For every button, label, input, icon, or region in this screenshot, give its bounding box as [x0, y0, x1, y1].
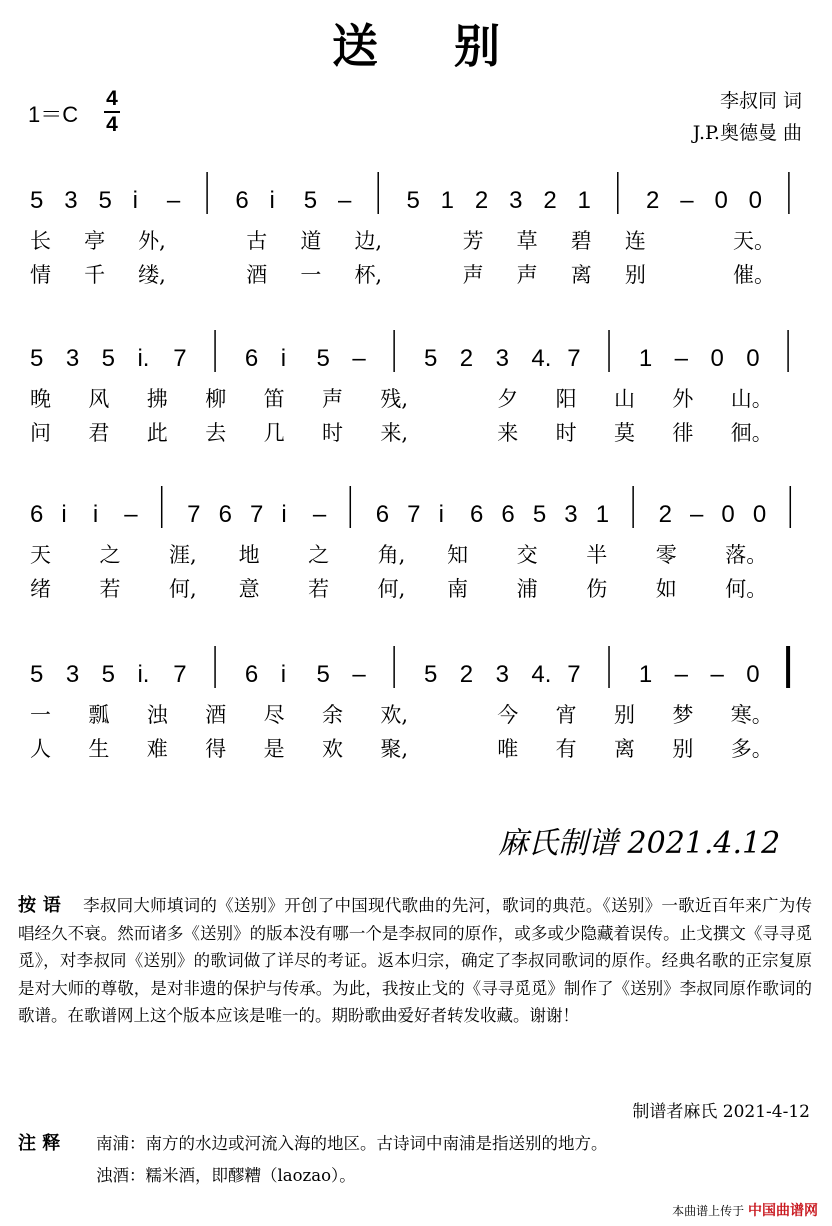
note: 1	[595, 501, 610, 528]
lyric-char: 多。	[730, 737, 773, 761]
note: 0	[710, 345, 724, 372]
note: 2	[543, 187, 557, 214]
lyricist-credit: 李叔同 词	[719, 90, 802, 112]
note: 5	[423, 661, 438, 688]
lyric-char: 之	[99, 543, 121, 567]
note: 5	[423, 345, 438, 372]
lyric-char: 何。	[725, 577, 768, 601]
lyric-char: 人	[30, 737, 51, 761]
note: 5	[316, 661, 330, 688]
note: 7	[173, 661, 187, 688]
note: 3	[64, 187, 78, 214]
note: –	[166, 187, 181, 214]
lyric-char: 缕,	[138, 263, 166, 287]
lyric-char: 来,	[380, 421, 409, 445]
lyric-char: 生	[88, 737, 110, 761]
lyric-char: 瓢	[88, 703, 110, 727]
lyric-char: 尽	[263, 703, 285, 727]
note: 2	[474, 187, 489, 214]
notes-label: 注 释	[18, 1133, 61, 1154]
note: 7	[407, 501, 421, 528]
lyric-char: 离	[570, 263, 592, 287]
lyric-char: 南	[447, 577, 469, 601]
lyric-char: 涯,	[169, 543, 197, 567]
lyric-char: 天	[30, 543, 51, 567]
lyric-char: 难	[146, 737, 168, 761]
lyric-char: 有	[555, 737, 577, 761]
lyric-char: 情	[30, 263, 51, 287]
lyric-char: 欢,	[380, 703, 409, 727]
key-signature: 1＝C	[28, 102, 79, 127]
note: 5	[30, 345, 44, 372]
note: 1	[440, 187, 455, 214]
lyric-char: 若	[308, 577, 330, 601]
note: –	[710, 661, 724, 688]
note: 4.	[531, 345, 552, 372]
note: –	[690, 501, 704, 528]
preface-label: 按 语	[18, 895, 62, 916]
note: 6	[470, 501, 484, 528]
lyric-char: 长	[30, 229, 51, 253]
lyric-char: 晚	[30, 387, 51, 411]
lyric-char: 一	[30, 703, 51, 727]
lyric-char: 寒。	[730, 703, 773, 727]
footer	[672, 1200, 818, 1220]
note: 5	[532, 501, 547, 528]
note: 0	[746, 661, 760, 688]
lyric-char: 外,	[138, 229, 166, 253]
lyric-char: 君	[88, 421, 110, 445]
lyric-char: 离	[614, 737, 635, 761]
lyric-char: 莫	[614, 421, 635, 445]
lyric-char: 是	[263, 737, 285, 761]
note: i	[269, 187, 275, 214]
note: i	[280, 345, 287, 372]
note: 5	[30, 661, 44, 688]
note: 7	[567, 345, 581, 372]
note: –	[680, 187, 694, 214]
lyric-char: 柳	[205, 387, 227, 411]
lyric-char: 风	[88, 387, 110, 411]
note: 3	[495, 345, 509, 372]
note: 6	[244, 345, 259, 372]
footer-text: 本曲谱上传于	[672, 1204, 745, 1218]
lyric-char: 聚,	[380, 737, 409, 761]
lyric-char: 半	[586, 543, 608, 567]
note: i	[92, 501, 99, 528]
note: 5	[101, 345, 115, 372]
lyric-char: 余	[322, 703, 343, 727]
lyric-char: 千	[84, 263, 106, 287]
lyric-char: 得	[205, 737, 227, 761]
lyric-char: 地	[238, 543, 260, 567]
lyric-char: 别	[614, 703, 635, 727]
lyric-char: 宵	[555, 703, 577, 727]
note: i.	[137, 661, 150, 688]
note: 7	[187, 501, 201, 528]
note: 7	[250, 501, 264, 528]
note: 0	[746, 345, 760, 372]
lyric-char: 意	[238, 577, 260, 601]
lyric-char: 天。	[732, 229, 775, 253]
lyric-char: 几	[263, 421, 285, 445]
lyric-char: 山	[614, 387, 635, 411]
signature: 麻氏制谱 2021.4.12	[498, 826, 781, 861]
lyric-char: 浊	[146, 703, 168, 727]
maker-credit: 制谱者麻氏 2021-4-12	[632, 1102, 810, 1122]
lyric-char: 亭	[84, 229, 106, 253]
note: 6	[218, 501, 232, 528]
note: 0	[714, 187, 728, 214]
lyric-char: 徘	[672, 421, 694, 445]
lyric-char: 伤	[586, 577, 608, 601]
lyric-char: 别	[624, 263, 646, 287]
lyric-char: 浦	[516, 577, 538, 601]
note: 6	[235, 187, 249, 214]
lyric-char: 落。	[725, 543, 768, 567]
lyric-char: 时	[555, 421, 577, 445]
note: 3	[509, 187, 523, 214]
note: 5	[406, 187, 420, 214]
note: 1	[577, 187, 591, 214]
lyric-char: 夕	[497, 387, 519, 411]
lyric-char: 零	[655, 543, 677, 567]
lyric-char: 知	[447, 543, 469, 567]
note: –	[352, 661, 366, 688]
lyric-char: 问	[30, 421, 51, 445]
note: i	[132, 187, 139, 214]
lyric-char: 欢	[322, 737, 343, 761]
note: 5	[303, 187, 318, 214]
note: 6	[375, 501, 390, 528]
lyric-char: 绪	[30, 577, 51, 601]
preface-block	[18, 892, 812, 1030]
footer-site[interactable]: 中国曲谱网	[748, 1203, 818, 1219]
song-title: 送 别	[331, 19, 530, 73]
lyric-char: 何,	[377, 577, 406, 601]
lyric-char: 道	[300, 229, 322, 253]
lyric-char: 如	[655, 577, 677, 601]
note: –	[338, 187, 352, 214]
lyric-char: 草	[516, 229, 538, 253]
note: 6	[501, 501, 515, 528]
lyric-char: 时	[322, 421, 343, 445]
lyric-char: 此	[146, 421, 168, 445]
lyric-char: 声	[322, 387, 343, 411]
lyric-char: 徊。	[730, 421, 773, 445]
note: –	[312, 501, 327, 528]
note-nanpu: 南浦：南方的水边或河流入海的地区。古诗词中南浦是指送别的地方。	[96, 1134, 608, 1153]
note: 0	[748, 187, 763, 214]
preface-text: 李叔同大师填词的《送别》开创了中国现代歌曲的先河，歌词的典范。《送别》一歌近百年来广为传唱经久不衰。然而诸多《送别》的版本没有哪一个是李叔同的原作，或多或少隐藏着误传。止戈撰文《寻寻觅觅》，对李叔同《送别》的歌词做了详尽的考证。返本归宗，确定了李叔同歌词的原作。经典名歌的正宗复原是对大师的尊敬，是对非遗的保护与传承。为此，我按止戈的《寻寻觅觅》制作了《送别》李叔同原作歌词的歌谱。在歌谱网上这个版本应该是唯一的。期盼歌曲爱好者转发收藏。谢谢！	[18, 896, 812, 1025]
note: i	[438, 501, 444, 528]
lyric-char: 酒	[205, 703, 227, 727]
note: i	[61, 501, 67, 528]
lyric-char: 何,	[169, 577, 197, 601]
composer-credit: J.P.奥德曼 曲	[692, 122, 802, 144]
note: 2	[459, 345, 474, 372]
note-zhuojiu: 浊酒：糯米酒，即醪糟（laozao）。	[96, 1166, 356, 1185]
lyric-char: 声	[516, 263, 538, 287]
note: 1	[638, 661, 653, 688]
lyric-char: 笛	[263, 387, 285, 411]
note: 1	[638, 345, 653, 372]
lyric-char: 碧	[570, 229, 592, 253]
note: 0	[752, 501, 767, 528]
lyric-char: 连	[624, 229, 646, 253]
note: 5	[101, 661, 115, 688]
lyric-char: 角,	[377, 543, 406, 567]
note: 2	[658, 501, 672, 528]
note: 2	[459, 661, 474, 688]
lyric-char: 阳	[555, 387, 577, 411]
lyric-char: 酒	[246, 263, 268, 287]
note: 7	[567, 661, 581, 688]
note: 6	[244, 661, 259, 688]
note: 5	[316, 345, 330, 372]
note: 4.	[531, 661, 552, 688]
lyric-char: 古	[246, 229, 268, 253]
lyric-char: 唯	[497, 737, 519, 761]
lyric-char: 来	[497, 421, 519, 445]
lyric-char: 芳	[462, 229, 484, 253]
lyric-char: 交	[516, 543, 538, 567]
lyric-char: 残,	[380, 387, 409, 411]
lyric-char: 今	[497, 703, 519, 727]
note: 2	[646, 187, 660, 214]
lyric-char: 之	[308, 543, 330, 567]
lyric-char: 一	[300, 263, 322, 287]
note: –	[674, 661, 689, 688]
note: i.	[137, 345, 150, 372]
note: 0	[721, 501, 735, 528]
lyric-char: 拂	[146, 387, 168, 411]
time-signature-top: 4	[106, 87, 118, 110]
lyric-char: 催。	[732, 263, 775, 287]
lyric-char: 杯,	[354, 263, 383, 287]
note: 5	[98, 187, 112, 214]
lyric-char: 梦	[672, 703, 694, 727]
note: –	[674, 345, 689, 372]
note: i	[280, 661, 287, 688]
lyric-char: 外	[672, 387, 694, 411]
note: 3	[564, 501, 578, 528]
lyric-char: 声	[462, 263, 484, 287]
note: –	[352, 345, 366, 372]
time-signature-bottom: 4	[106, 113, 118, 136]
note: 6	[30, 501, 44, 528]
note: –	[124, 501, 138, 528]
note: i	[281, 501, 287, 528]
lyric-char: 山。	[730, 387, 773, 411]
lyric-char: 边,	[354, 229, 383, 253]
lyric-char: 别	[672, 737, 694, 761]
note: 3	[65, 661, 80, 688]
note: 5	[30, 187, 44, 214]
note: 7	[173, 345, 187, 372]
note: 3	[495, 661, 509, 688]
lyric-char: 若	[99, 577, 121, 601]
note: 3	[65, 345, 80, 372]
lyric-char: 去	[205, 421, 227, 445]
